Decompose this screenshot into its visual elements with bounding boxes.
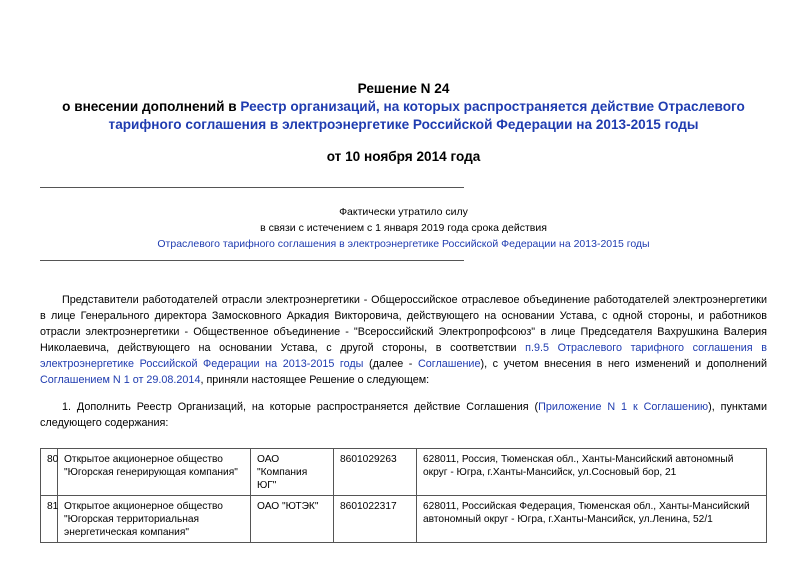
agreement-link[interactable]: Отраслевого тарифного соглашения в электроэнергетике Российской Федерации на 2013-2015 годы xyxy=(157,238,650,250)
clause-9-5-link[interactable]: п.9.5 Отраслевого тарифного соглашения в электроэнергетике Российской Федерации на 2013-2015 годы xyxy=(40,342,767,370)
org-address: 628011, Россия, Тюменская обл., Ханты-Мансийский автономный округ - Югра, г.Ханты-Мансийск, ул.Сосновый бор, 21 xyxy=(417,449,767,496)
preamble-text-b: (далее - xyxy=(363,358,418,370)
row-number: 80 xyxy=(41,449,58,496)
org-full-name: Открытое акционерное общество "Югорская генерирующая компания" xyxy=(58,449,251,496)
document-subtitle-line1 xyxy=(0,98,807,116)
row-number: 81 xyxy=(41,496,58,543)
org-inn: 8601022317 xyxy=(334,496,417,543)
status-line-2: в связи с истечением с 1 января 2019 года срока действия xyxy=(260,222,547,234)
preamble-text-c: ), с учетом внесения в него изменений и дополнений xyxy=(480,358,767,370)
org-full-name: Открытое акционерное общество "Югорская территориальная энергетическая компания" xyxy=(58,496,251,543)
org-inn: 8601029263 xyxy=(334,449,417,496)
document-date: от 10 ноября 2014 года xyxy=(326,149,481,164)
preamble-paragraph xyxy=(40,292,767,388)
registry-link-part1[interactable]: Реестр организаций, на которых распространяется действие Отраслевого xyxy=(240,99,745,114)
org-short-name: ОАО "ЮТЭК" xyxy=(251,496,334,543)
appendix-1-link[interactable]: Приложение N 1 к Соглашению xyxy=(538,401,709,413)
preamble-text-d: , приняли настоящее Решение о следующем: xyxy=(200,374,430,386)
item1-text-b: ), пунктами следующего содержания: xyxy=(40,401,768,429)
decision-item-1 xyxy=(40,399,767,431)
registry-link-part2[interactable]: тарифного соглашения в электроэнергетике Российской Федерации на 2013-2015 годы xyxy=(108,117,699,132)
bottom-divider xyxy=(40,260,464,261)
status-line-1: Фактически утратило силу xyxy=(339,206,468,218)
item1-text-a: 1. Дополнить Реестр Организаций, на которые распространяется действие Соглашения ( xyxy=(62,401,539,413)
agreement-short-link[interactable]: Соглашение xyxy=(417,358,481,370)
table-row xyxy=(41,496,767,543)
top-divider xyxy=(40,187,464,188)
org-short-name: ОАО "Компания ЮГ" xyxy=(251,449,334,496)
preamble-text-a: Представители работодателей отрасли электроэнергетики - Общероссийское отраслевое объединение работодателей электроэнергетики в лице Генерального директора Замосковного Аркадия Викторовича, действующего на основании Устава, с одной стороны, и работников отрасли электроэнергетики - Общественное объединение - "Всероссийский Электропрофсоюз" в лице Председателя Вахрушкина Валерия Николаевича, действующего на основании Устава, с другой стороны, в соответствии xyxy=(40,294,767,354)
table-row xyxy=(41,449,767,496)
subtitle-prefix: о внесении дополнений в xyxy=(62,99,241,114)
agreement-n1-link[interactable]: Соглашением N 1 от 29.08.2014 xyxy=(40,374,201,386)
document-title: Решение N 24 xyxy=(357,81,450,96)
registry-table xyxy=(40,448,767,543)
org-address: 628011, Российская Федерация, Тюменская обл., Ханты-Мансийский автономный округ - Югра, г.Ханты-Мансийск, ул.Ленина, 52/1 xyxy=(417,496,767,543)
